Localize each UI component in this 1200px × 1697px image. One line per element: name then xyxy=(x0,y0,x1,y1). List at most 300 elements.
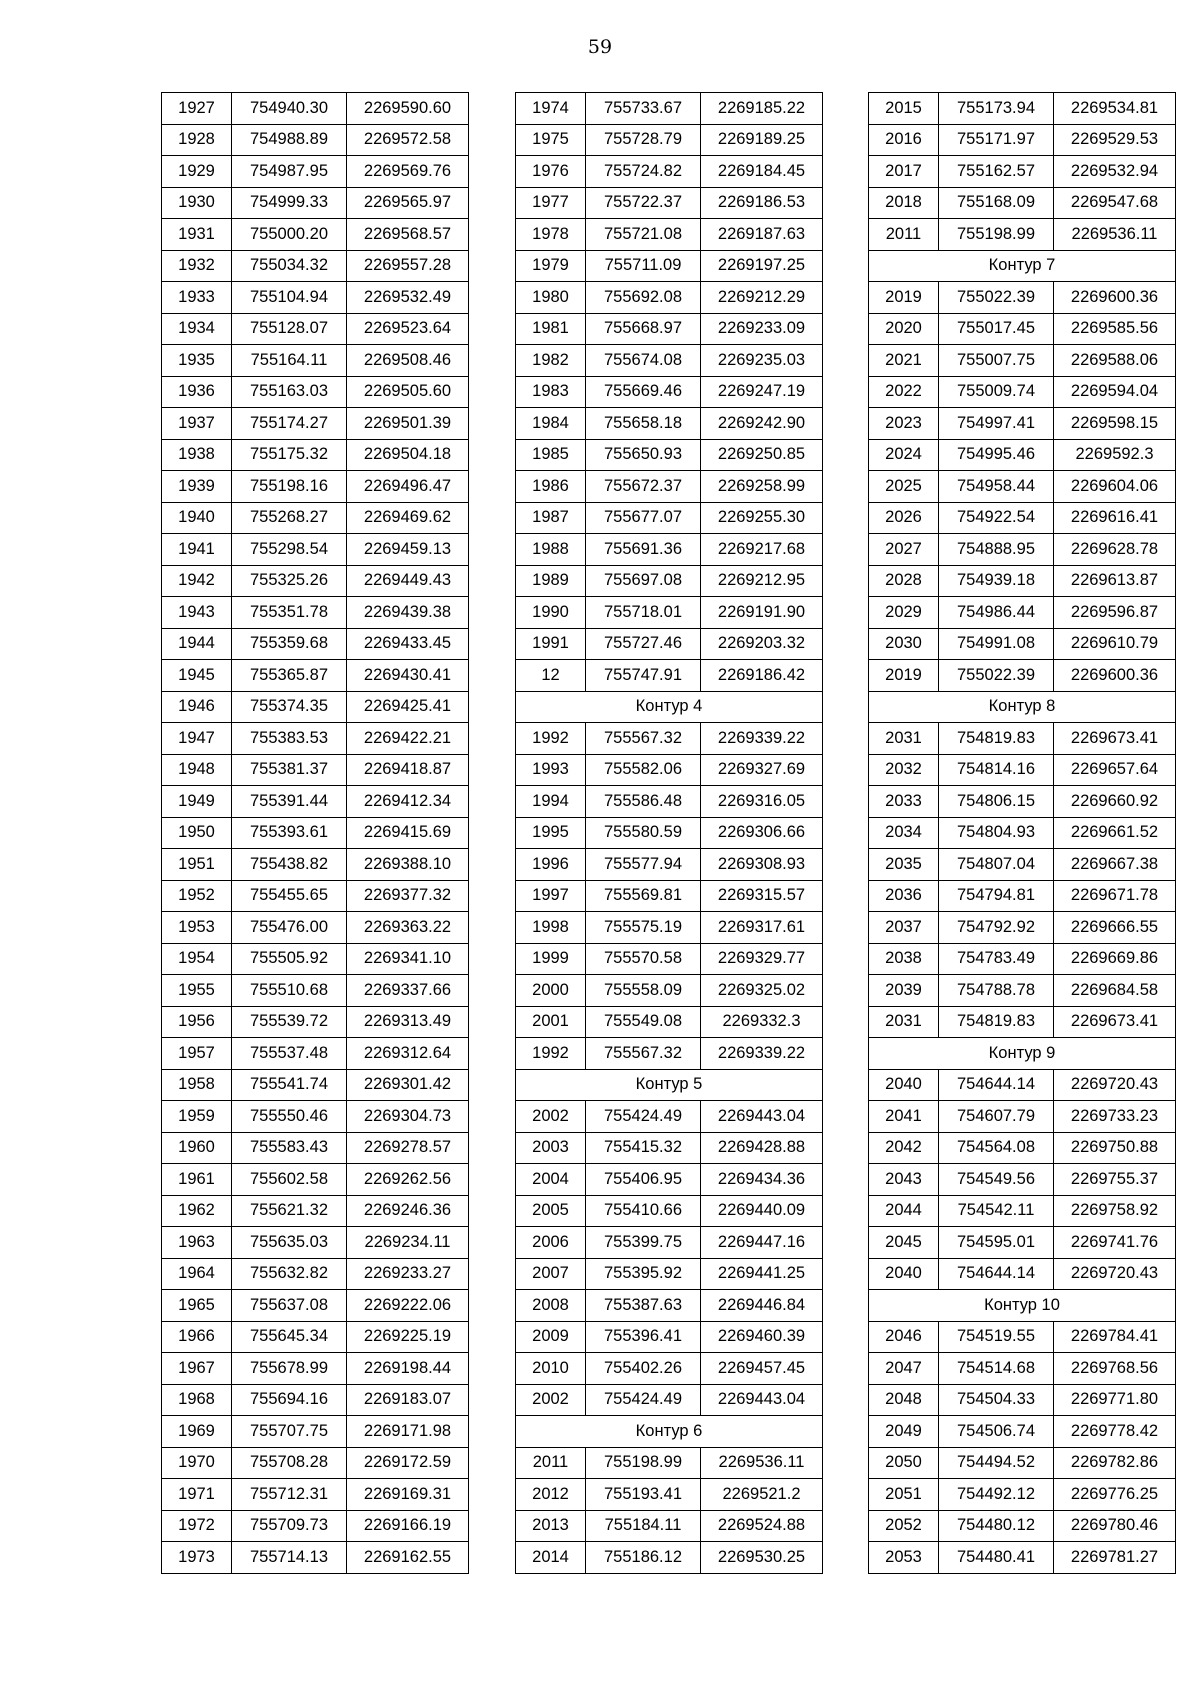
point-number: 1972 xyxy=(162,1510,232,1542)
x-coordinate: 755104.94 xyxy=(232,282,347,314)
table-row xyxy=(869,1258,1176,1290)
point-number: 1941 xyxy=(162,534,232,566)
x-coordinate: 755510.68 xyxy=(232,975,347,1007)
contour-header: Контур 7 xyxy=(869,250,1176,282)
y-coordinate: 2269203.32 xyxy=(701,628,823,660)
table-row xyxy=(516,1006,823,1038)
y-coordinate: 2269258.99 xyxy=(701,471,823,503)
x-coordinate: 755583.43 xyxy=(232,1132,347,1164)
y-coordinate: 2269301.42 xyxy=(347,1069,469,1101)
y-coordinate: 2269673.41 xyxy=(1054,723,1176,755)
table-row xyxy=(516,786,823,818)
y-coordinate: 2269443.04 xyxy=(701,1101,823,1133)
x-coordinate: 755365.87 xyxy=(232,660,347,692)
y-coordinate: 2269341.10 xyxy=(347,943,469,975)
point-number: 1974 xyxy=(516,93,586,125)
y-coordinate: 2269741.76 xyxy=(1054,1227,1176,1259)
x-coordinate: 755721.08 xyxy=(586,219,701,251)
contour-header: Контур 10 xyxy=(869,1290,1176,1322)
point-number: 2035 xyxy=(869,849,939,881)
table-row xyxy=(162,1416,469,1448)
y-coordinate: 2269446.84 xyxy=(701,1290,823,1322)
point-number: 2038 xyxy=(869,943,939,975)
x-coordinate: 755410.66 xyxy=(586,1195,701,1227)
x-coordinate: 755402.26 xyxy=(586,1353,701,1385)
y-coordinate: 2269250.85 xyxy=(701,439,823,471)
point-number: 2026 xyxy=(869,502,939,534)
x-coordinate: 754595.01 xyxy=(939,1227,1054,1259)
point-number: 2006 xyxy=(516,1227,586,1259)
table-row xyxy=(869,1227,1176,1259)
x-coordinate: 755374.35 xyxy=(232,691,347,723)
y-coordinate: 2269447.16 xyxy=(701,1227,823,1259)
x-coordinate: 755387.63 xyxy=(586,1290,701,1322)
table-row xyxy=(516,1164,823,1196)
table-row xyxy=(162,1006,469,1038)
x-coordinate: 754792.92 xyxy=(939,912,1054,944)
point-number: 1985 xyxy=(516,439,586,471)
x-coordinate: 755558.09 xyxy=(586,975,701,1007)
x-coordinate: 755193.41 xyxy=(586,1479,701,1511)
coordinates-table-2 xyxy=(515,92,823,1574)
y-coordinate: 2269339.22 xyxy=(701,723,823,755)
point-number: 1991 xyxy=(516,628,586,660)
y-coordinate: 2269317.61 xyxy=(701,912,823,944)
table-row xyxy=(162,408,469,440)
x-coordinate: 754494.52 xyxy=(939,1447,1054,1479)
point-number: 1936 xyxy=(162,376,232,408)
table-row xyxy=(516,93,823,125)
y-coordinate: 2269523.64 xyxy=(347,313,469,345)
point-number: 1943 xyxy=(162,597,232,629)
table-row xyxy=(869,1132,1176,1164)
y-coordinate: 2269596.87 xyxy=(1054,597,1176,629)
table-row xyxy=(869,219,1176,251)
point-number: 1978 xyxy=(516,219,586,251)
x-coordinate: 755022.39 xyxy=(939,282,1054,314)
y-coordinate: 2269191.90 xyxy=(701,597,823,629)
y-coordinate: 2269217.68 xyxy=(701,534,823,566)
point-number: 1976 xyxy=(516,156,586,188)
x-coordinate: 755034.32 xyxy=(232,250,347,282)
y-coordinate: 2269197.25 xyxy=(701,250,823,282)
x-coordinate: 754644.14 xyxy=(939,1069,1054,1101)
point-number: 1962 xyxy=(162,1195,232,1227)
point-number: 2013 xyxy=(516,1510,586,1542)
y-coordinate: 2269750.88 xyxy=(1054,1132,1176,1164)
point-number: 1945 xyxy=(162,660,232,692)
y-coordinate: 2269557.28 xyxy=(347,250,469,282)
table-row xyxy=(516,1132,823,1164)
x-coordinate: 754549.56 xyxy=(939,1164,1054,1196)
point-number: 2000 xyxy=(516,975,586,1007)
point-number: 1965 xyxy=(162,1290,232,1322)
x-coordinate: 755298.54 xyxy=(232,534,347,566)
y-coordinate: 2269588.06 xyxy=(1054,345,1176,377)
table-row xyxy=(162,912,469,944)
x-coordinate: 754783.49 xyxy=(939,943,1054,975)
x-coordinate: 754988.89 xyxy=(232,124,347,156)
y-coordinate: 2269661.52 xyxy=(1054,817,1176,849)
x-coordinate: 755198.16 xyxy=(232,471,347,503)
contour-header-row xyxy=(869,1038,1176,1070)
table-row xyxy=(869,565,1176,597)
x-coordinate: 754542.11 xyxy=(939,1195,1054,1227)
table-row xyxy=(869,376,1176,408)
x-coordinate: 755567.32 xyxy=(586,1038,701,1070)
point-number: 1947 xyxy=(162,723,232,755)
table-row xyxy=(869,534,1176,566)
point-number: 2007 xyxy=(516,1258,586,1290)
table-row xyxy=(162,1542,469,1574)
x-coordinate: 755381.37 xyxy=(232,754,347,786)
point-number: 1955 xyxy=(162,975,232,1007)
x-coordinate: 754999.33 xyxy=(232,187,347,219)
y-coordinate: 2269308.93 xyxy=(701,849,823,881)
y-coordinate: 2269684.58 xyxy=(1054,975,1176,1007)
table-row xyxy=(869,849,1176,881)
y-coordinate: 2269162.55 xyxy=(347,1542,469,1574)
table-row xyxy=(516,912,823,944)
table-row xyxy=(869,597,1176,629)
point-number: 1950 xyxy=(162,817,232,849)
y-coordinate: 2269590.60 xyxy=(347,93,469,125)
y-coordinate: 2269186.53 xyxy=(701,187,823,219)
table-row xyxy=(869,408,1176,440)
x-coordinate: 755383.53 xyxy=(232,723,347,755)
table-row xyxy=(516,282,823,314)
point-number: 1942 xyxy=(162,565,232,597)
table-row xyxy=(516,408,823,440)
table-row xyxy=(869,93,1176,125)
point-number: 2048 xyxy=(869,1384,939,1416)
x-coordinate: 754922.54 xyxy=(939,502,1054,534)
table-row xyxy=(162,723,469,755)
x-coordinate: 755677.07 xyxy=(586,502,701,534)
point-number: 2031 xyxy=(869,1006,939,1038)
x-coordinate: 754788.78 xyxy=(939,975,1054,1007)
y-coordinate: 2269169.31 xyxy=(347,1479,469,1511)
point-number: 12 xyxy=(516,660,586,692)
contour-header-row xyxy=(869,250,1176,282)
table-row xyxy=(516,1101,823,1133)
x-coordinate: 755359.68 xyxy=(232,628,347,660)
table-row xyxy=(516,1353,823,1385)
y-coordinate: 2269443.04 xyxy=(701,1384,823,1416)
point-number: 1932 xyxy=(162,250,232,282)
table-row xyxy=(162,1479,469,1511)
y-coordinate: 2269363.22 xyxy=(347,912,469,944)
x-coordinate: 755009.74 xyxy=(939,376,1054,408)
y-coordinate: 2269781.27 xyxy=(1054,1542,1176,1574)
x-coordinate: 755709.73 xyxy=(232,1510,347,1542)
x-coordinate: 755393.61 xyxy=(232,817,347,849)
y-coordinate: 2269780.46 xyxy=(1054,1510,1176,1542)
point-number: 2010 xyxy=(516,1353,586,1385)
y-coordinate: 2269304.73 xyxy=(347,1101,469,1133)
y-coordinate: 2269600.36 xyxy=(1054,660,1176,692)
point-number: 2002 xyxy=(516,1101,586,1133)
y-coordinate: 2269422.21 xyxy=(347,723,469,755)
x-coordinate: 755712.31 xyxy=(232,1479,347,1511)
point-number: 1992 xyxy=(516,1038,586,1070)
point-number: 1984 xyxy=(516,408,586,440)
y-coordinate: 2269547.68 xyxy=(1054,187,1176,219)
y-coordinate: 2269592.3 xyxy=(1054,439,1176,471)
y-coordinate: 2269233.27 xyxy=(347,1258,469,1290)
point-number: 1999 xyxy=(516,943,586,975)
y-coordinate: 2269776.25 xyxy=(1054,1479,1176,1511)
point-number: 2014 xyxy=(516,1542,586,1574)
y-coordinate: 2269565.97 xyxy=(347,187,469,219)
x-coordinate: 755391.44 xyxy=(232,786,347,818)
point-number: 1933 xyxy=(162,282,232,314)
x-coordinate: 755539.72 xyxy=(232,1006,347,1038)
x-coordinate: 755747.91 xyxy=(586,660,701,692)
point-number: 1937 xyxy=(162,408,232,440)
x-coordinate: 755727.46 xyxy=(586,628,701,660)
point-number: 1979 xyxy=(516,250,586,282)
point-number: 1982 xyxy=(516,345,586,377)
table-row xyxy=(869,1164,1176,1196)
table-row xyxy=(162,786,469,818)
x-coordinate: 755569.81 xyxy=(586,880,701,912)
y-coordinate: 2269388.10 xyxy=(347,849,469,881)
table-row xyxy=(162,1164,469,1196)
table-row xyxy=(162,376,469,408)
table-row xyxy=(516,439,823,471)
x-coordinate: 755711.09 xyxy=(586,250,701,282)
y-coordinate: 2269569.76 xyxy=(347,156,469,188)
table-row xyxy=(162,1384,469,1416)
point-number: 2025 xyxy=(869,471,939,503)
y-coordinate: 2269235.03 xyxy=(701,345,823,377)
point-number: 1998 xyxy=(516,912,586,944)
table-row xyxy=(162,754,469,786)
x-coordinate: 755570.58 xyxy=(586,943,701,975)
table-row xyxy=(162,975,469,1007)
table-row xyxy=(869,1479,1176,1511)
point-number: 1963 xyxy=(162,1227,232,1259)
table-row xyxy=(516,187,823,219)
y-coordinate: 2269262.56 xyxy=(347,1164,469,1196)
y-coordinate: 2269673.41 xyxy=(1054,1006,1176,1038)
y-coordinate: 2269459.13 xyxy=(347,534,469,566)
y-coordinate: 2269166.19 xyxy=(347,1510,469,1542)
contour-header-row xyxy=(869,1290,1176,1322)
point-number: 2027 xyxy=(869,534,939,566)
table-row xyxy=(869,1510,1176,1542)
x-coordinate: 755395.92 xyxy=(586,1258,701,1290)
point-number: 2034 xyxy=(869,817,939,849)
table-row xyxy=(162,1447,469,1479)
y-coordinate: 2269329.77 xyxy=(701,943,823,975)
table-row xyxy=(516,313,823,345)
point-number: 1967 xyxy=(162,1353,232,1385)
x-coordinate: 755399.75 xyxy=(586,1227,701,1259)
table-row xyxy=(869,1321,1176,1353)
table-row xyxy=(162,471,469,503)
contour-header: Контур 9 xyxy=(869,1038,1176,1070)
point-number: 1956 xyxy=(162,1006,232,1038)
x-coordinate: 755708.28 xyxy=(232,1447,347,1479)
table-row xyxy=(516,943,823,975)
table-row xyxy=(869,502,1176,534)
point-number: 1954 xyxy=(162,943,232,975)
x-coordinate: 755707.75 xyxy=(232,1416,347,1448)
y-coordinate: 2269457.45 xyxy=(701,1353,823,1385)
point-number: 1997 xyxy=(516,880,586,912)
y-coordinate: 2269225.19 xyxy=(347,1321,469,1353)
x-coordinate: 755549.08 xyxy=(586,1006,701,1038)
point-number: 2043 xyxy=(869,1164,939,1196)
x-coordinate: 755694.16 xyxy=(232,1384,347,1416)
table-row xyxy=(869,1447,1176,1479)
y-coordinate: 2269313.49 xyxy=(347,1006,469,1038)
table-row xyxy=(162,156,469,188)
y-coordinate: 2269428.88 xyxy=(701,1132,823,1164)
x-coordinate: 754991.08 xyxy=(939,628,1054,660)
table-row xyxy=(869,313,1176,345)
y-coordinate: 2269439.38 xyxy=(347,597,469,629)
y-coordinate: 2269441.25 xyxy=(701,1258,823,1290)
table-row xyxy=(516,1384,823,1416)
x-coordinate: 755541.74 xyxy=(232,1069,347,1101)
point-number: 2011 xyxy=(516,1447,586,1479)
point-number: 1944 xyxy=(162,628,232,660)
table-row xyxy=(162,817,469,849)
point-number: 1996 xyxy=(516,849,586,881)
x-coordinate: 755632.82 xyxy=(232,1258,347,1290)
y-coordinate: 2269585.56 xyxy=(1054,313,1176,345)
y-coordinate: 2269187.63 xyxy=(701,219,823,251)
table-row xyxy=(162,534,469,566)
x-coordinate: 755424.49 xyxy=(586,1101,701,1133)
table-row xyxy=(162,628,469,660)
x-coordinate: 755017.45 xyxy=(939,313,1054,345)
point-number: 2002 xyxy=(516,1384,586,1416)
x-coordinate: 755724.82 xyxy=(586,156,701,188)
point-number: 1949 xyxy=(162,786,232,818)
table-row xyxy=(162,124,469,156)
point-number: 1957 xyxy=(162,1038,232,1070)
y-coordinate: 2269306.66 xyxy=(701,817,823,849)
table-row xyxy=(516,376,823,408)
x-coordinate: 754806.15 xyxy=(939,786,1054,818)
y-coordinate: 2269171.98 xyxy=(347,1416,469,1448)
x-coordinate: 755007.75 xyxy=(939,345,1054,377)
y-coordinate: 2269604.06 xyxy=(1054,471,1176,503)
x-coordinate: 755198.99 xyxy=(939,219,1054,251)
table-row xyxy=(869,723,1176,755)
point-number: 2018 xyxy=(869,187,939,219)
point-number: 2036 xyxy=(869,880,939,912)
table-row xyxy=(516,597,823,629)
y-coordinate: 2269598.15 xyxy=(1054,408,1176,440)
point-number: 2028 xyxy=(869,565,939,597)
point-number: 2023 xyxy=(869,408,939,440)
point-number: 1927 xyxy=(162,93,232,125)
table-row xyxy=(516,754,823,786)
x-coordinate: 755692.08 xyxy=(586,282,701,314)
x-coordinate: 754807.04 xyxy=(939,849,1054,881)
table-row xyxy=(162,1069,469,1101)
point-number: 2008 xyxy=(516,1290,586,1322)
point-number: 1992 xyxy=(516,723,586,755)
point-number: 1959 xyxy=(162,1101,232,1133)
x-coordinate: 755582.06 xyxy=(586,754,701,786)
point-number: 1993 xyxy=(516,754,586,786)
y-coordinate: 2269255.30 xyxy=(701,502,823,534)
x-coordinate: 755672.37 xyxy=(586,471,701,503)
x-coordinate: 754819.83 xyxy=(939,723,1054,755)
x-coordinate: 754939.18 xyxy=(939,565,1054,597)
table-row xyxy=(869,1101,1176,1133)
table-row xyxy=(869,786,1176,818)
table-row xyxy=(516,660,823,692)
table-row xyxy=(162,1321,469,1353)
x-coordinate: 755658.18 xyxy=(586,408,701,440)
x-coordinate: 754814.16 xyxy=(939,754,1054,786)
x-coordinate: 754514.68 xyxy=(939,1353,1054,1385)
point-number: 2045 xyxy=(869,1227,939,1259)
point-number: 2012 xyxy=(516,1479,586,1511)
point-number: 1929 xyxy=(162,156,232,188)
table-row xyxy=(516,1258,823,1290)
table-row xyxy=(162,313,469,345)
y-coordinate: 2269572.58 xyxy=(347,124,469,156)
table-row xyxy=(869,754,1176,786)
y-coordinate: 2269536.11 xyxy=(1054,219,1176,251)
x-coordinate: 755455.65 xyxy=(232,880,347,912)
x-coordinate: 754492.12 xyxy=(939,1479,1054,1511)
table-row xyxy=(162,439,469,471)
x-coordinate: 755575.19 xyxy=(586,912,701,944)
y-coordinate: 2269327.69 xyxy=(701,754,823,786)
table-row xyxy=(162,1132,469,1164)
x-coordinate: 755733.67 xyxy=(586,93,701,125)
table-row xyxy=(162,1290,469,1322)
y-coordinate: 2269532.94 xyxy=(1054,156,1176,188)
point-number: 2047 xyxy=(869,1353,939,1385)
y-coordinate: 2269505.60 xyxy=(347,376,469,408)
y-coordinate: 2269425.41 xyxy=(347,691,469,723)
y-coordinate: 2269247.19 xyxy=(701,376,823,408)
table-row xyxy=(869,345,1176,377)
x-coordinate: 755668.97 xyxy=(586,313,701,345)
y-coordinate: 2269415.69 xyxy=(347,817,469,849)
x-coordinate: 755162.57 xyxy=(939,156,1054,188)
x-coordinate: 754819.83 xyxy=(939,1006,1054,1038)
point-number: 2021 xyxy=(869,345,939,377)
y-coordinate: 2269530.25 xyxy=(701,1542,823,1574)
table-row xyxy=(162,660,469,692)
y-coordinate: 2269440.09 xyxy=(701,1195,823,1227)
point-number: 2042 xyxy=(869,1132,939,1164)
point-number: 1975 xyxy=(516,124,586,156)
y-coordinate: 2269212.95 xyxy=(701,565,823,597)
table-row xyxy=(516,124,823,156)
table-row xyxy=(516,975,823,1007)
point-number: 1995 xyxy=(516,817,586,849)
y-coordinate: 2269720.43 xyxy=(1054,1069,1176,1101)
contour-header-row xyxy=(516,1416,823,1448)
x-coordinate: 755186.12 xyxy=(586,1542,701,1574)
point-number: 1931 xyxy=(162,219,232,251)
y-coordinate: 2269536.11 xyxy=(701,1447,823,1479)
x-coordinate: 755697.08 xyxy=(586,565,701,597)
table-row xyxy=(869,156,1176,188)
